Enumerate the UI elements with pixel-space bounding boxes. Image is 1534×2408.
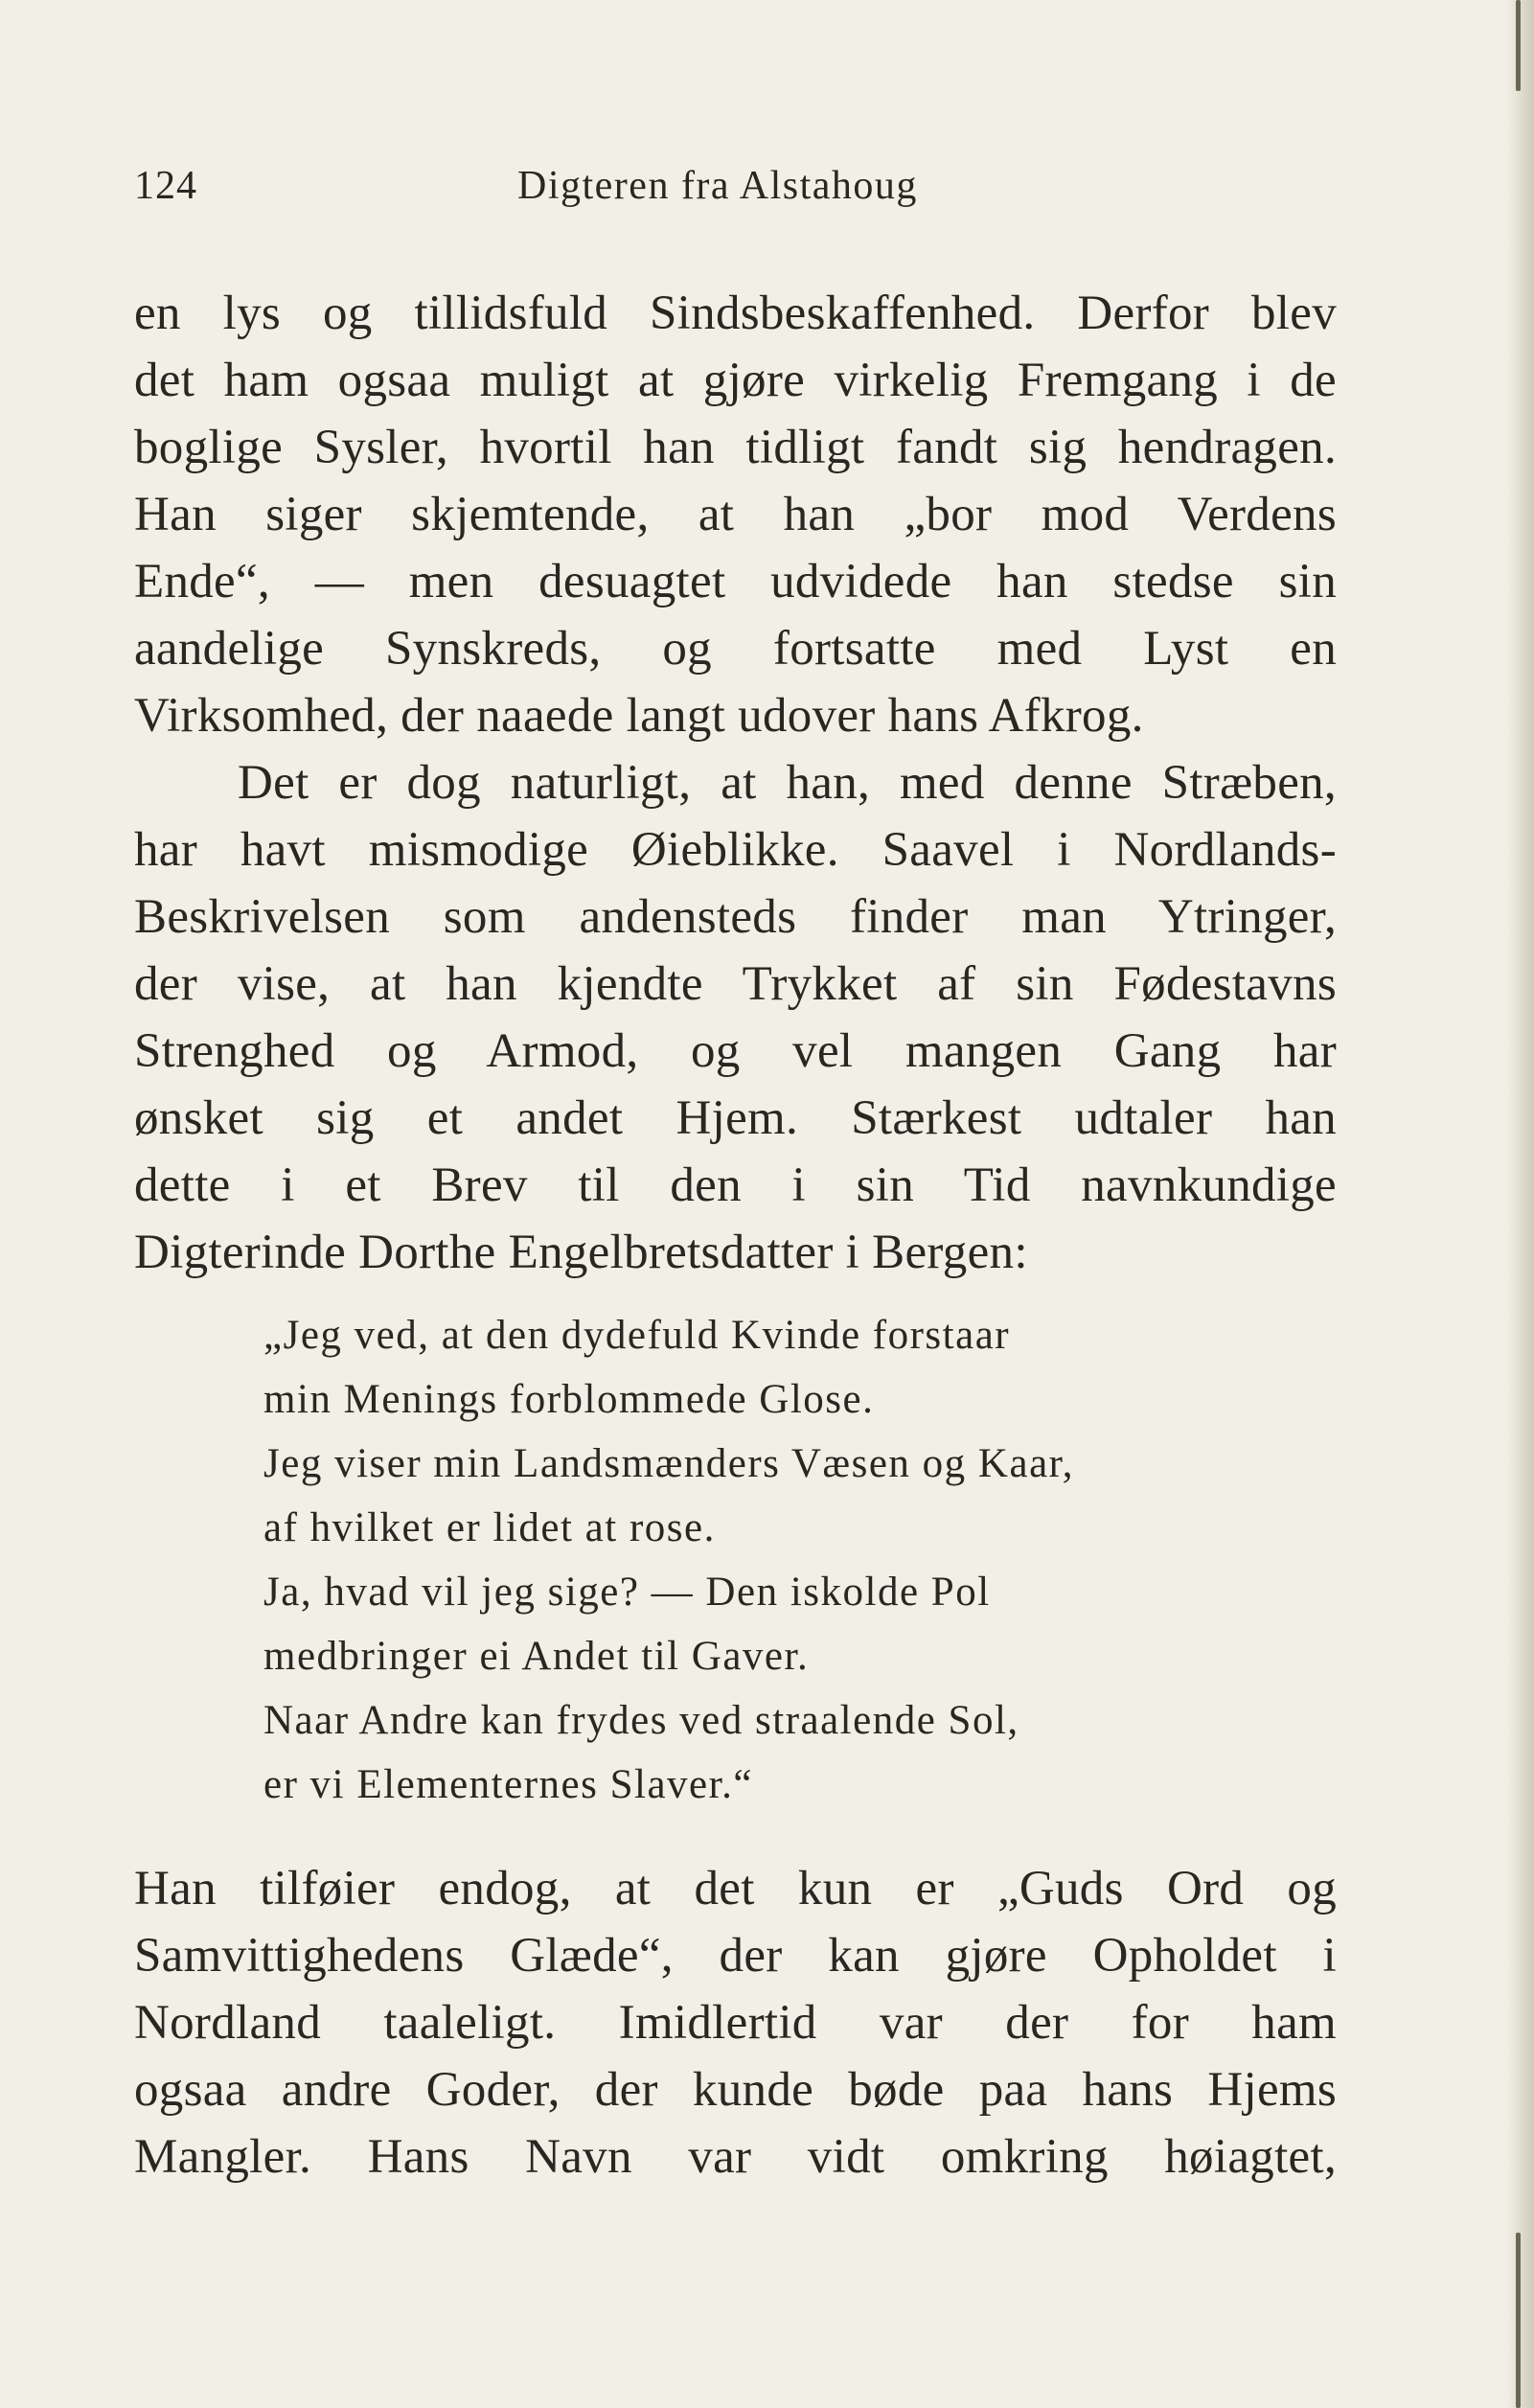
text-line: Virksomhed, der naaede langt udover hans Afkrog. — [134, 689, 1144, 743]
text-line: det ham ogsaa muligt at gjøre virkelig Fremgang i de — [134, 354, 1337, 407]
verse-line: Naar Andre kan frydes ved straalende Sol, — [263, 1698, 1019, 1743]
text-line: Mangler. Hans Navn var vidt omkring høiagtet, — [134, 2130, 1337, 2184]
page-edge — [1507, 0, 1534, 2408]
verse-line: Jeg viser min Landsmænders Væsen og Kaar, — [263, 1441, 1074, 1486]
text-line: Det er dog naturligt, at han, med denne Stræben, — [238, 756, 1337, 810]
page-edge-shadow — [1516, 0, 1521, 91]
text-line: Ende“, — men desuagtet udvidede han stedse sin — [134, 555, 1337, 608]
page-edge-shadow — [1516, 2233, 1521, 2408]
verse-line: af hvilket er lidet at rose. — [263, 1505, 716, 1550]
text-line: ønsket sig et andet Hjem. Stærkest udtaler han — [134, 1091, 1337, 1145]
page-number: 124 — [134, 164, 197, 208]
text-line: ogsaa andre Goder, der kunde bøde paa hans Hjems — [134, 2063, 1337, 2117]
running-title: Digteren fra Alstahoug — [517, 164, 918, 208]
paragraph — [134, 749, 1337, 1286]
text-line: en lys og tillidsfuld Sindsbeskaffenhed. Derfor blev — [134, 287, 1337, 340]
paragraph — [134, 280, 1337, 749]
body-text — [134, 280, 1337, 2190]
text-line: Han tilføier endog, at det kun er „Guds Ord og — [134, 1862, 1337, 1915]
text-line: Han siger skjemtende, at han „bor mod Verdens — [134, 488, 1337, 541]
text-line: Strenghed og Armod, og vel mangen Gang har — [134, 1024, 1337, 1078]
verse-line: min Menings forblommede Glose. — [263, 1377, 875, 1422]
verse-line: medbringer ei Andet til Gaver. — [263, 1634, 810, 1679]
text-line: boglige Sysler, hvortil han tidligt fandt sig hendragen. — [134, 421, 1337, 474]
text-line: der vise, at han kjendte Trykket af sin Fødestavns — [134, 957, 1337, 1011]
text-line: Beskrivelsen som andensteds finder man Ytringer, — [134, 890, 1337, 944]
verse-line: „Jeg ved, at den dydefuld Kvinde forstaar — [263, 1313, 1011, 1358]
text-line: dette i et Brev til den i sin Tid navnkundige — [134, 1158, 1337, 1212]
text-line: Digterinde Dorthe Engelbretsdatter i Bergen: — [134, 1226, 1028, 1279]
text-line: aandelige Synskreds, og fortsatte med Lyst en — [134, 622, 1337, 676]
text-line: Samvittighedens Glæde“, der kan gjøre Opholdet i — [134, 1929, 1337, 1983]
text-line: har havt mismodige Øieblikke. Saavel i Nordlands- — [134, 823, 1337, 877]
text-line: Nordland taaleligt. Imidlertid var der for ham — [134, 1996, 1337, 2050]
verse-quote — [134, 1303, 1337, 1817]
verse-line: Ja, hvad vil jeg sige? — Den iskolde Pol — [263, 1570, 991, 1615]
running-head — [134, 163, 1341, 220]
verse-line: er vi Elementernes Slaver.“ — [263, 1762, 753, 1807]
paragraph — [134, 1855, 1337, 2190]
